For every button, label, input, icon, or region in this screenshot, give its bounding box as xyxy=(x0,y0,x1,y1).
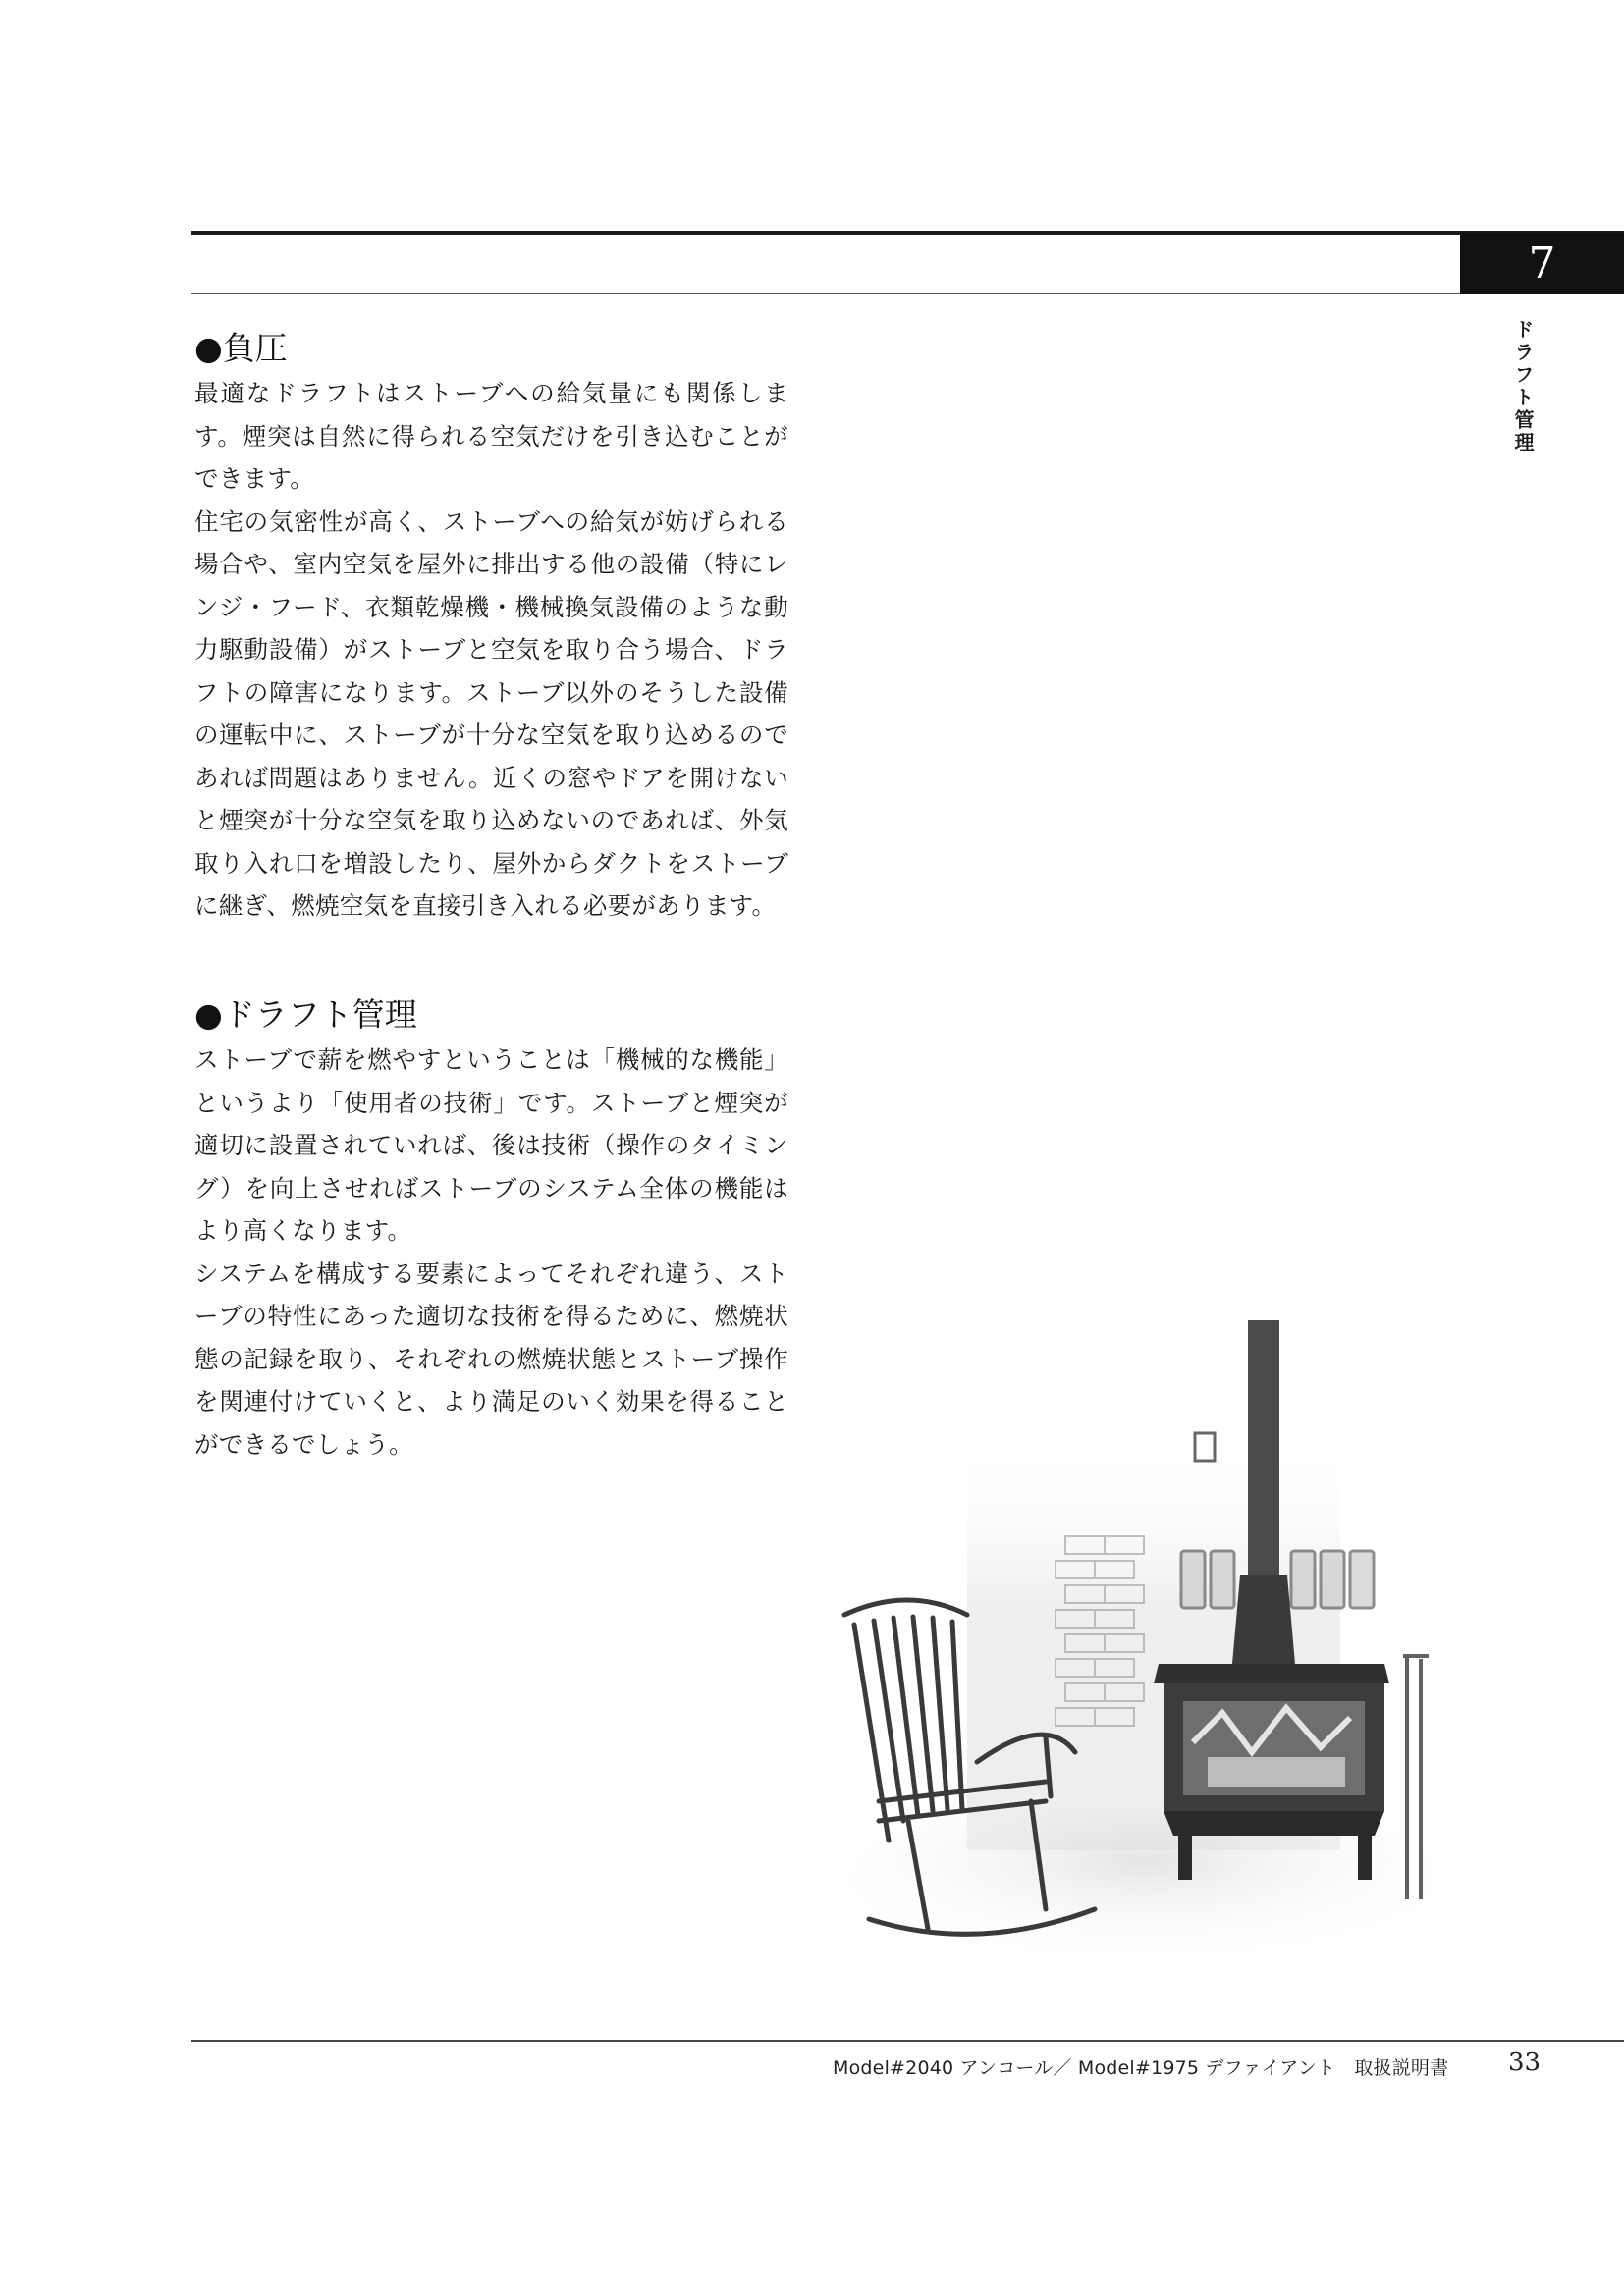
section-paragraph: システムを構成する要素によってそれぞれ違う、ストーブの特性にあった適切な技術を得るために、燃焼状態の記録を取り、それぞれの燃焼状態とストーブ操作を関連付けていくと、より満足のいく効果を得ることができるでしょう。 xyxy=(194,1258,788,1459)
section-heading: ●ドラフト管理 xyxy=(194,995,417,1034)
chapter-number-tab xyxy=(1460,233,1624,294)
page-number: 33 xyxy=(1508,2048,1542,2077)
wood-stove-chair-illustration xyxy=(820,1291,1434,1968)
footer-manual-title: Model#2040 アンコール／ Model#1975 デファイアント 取扱説明書 xyxy=(833,2057,1449,2079)
header-bottom-rule xyxy=(191,293,1624,294)
header-top-rule xyxy=(191,231,1624,235)
section-negative-pressure xyxy=(194,327,788,928)
chapter-number: 7 xyxy=(1528,238,1556,289)
section-paragraph: 住宅の気密性が高く、ストーブへの給気が妨げられる場合や、室内空気を屋外に排出する他の設備（特にレンジ・フード、衣類乾燥機・機械換気設備のような動力駆動設備）がストーブと空気を取り合う場合、ドラフトの障害になります。ストーブ以外のそうした設備の運転中に、ストーブが十分な空気を取り込めるのであれば問題はありません。近くの窓やドアを開けないと煙突が十分な空気を取り込めないのであれば、外気取り入れ口を増設したり、屋外からダクトをストーブに継ぎ、燃焼空気を直接引き入れる必要があります。 xyxy=(194,507,788,920)
chapter-title-vertical: ドラフト管理 xyxy=(1511,319,1535,454)
footer-rule xyxy=(191,2040,1624,2042)
section-draft-management xyxy=(194,993,788,1466)
section-paragraph: ストーブで薪を燃やすということは「機械的な機能」というより「使用者の技術」です。ストーブと煙突が適切に設置されていれば、後は技術（操作のタイミング）を向上させればストーブのシステム全体の機能はより高くなります。 xyxy=(194,1045,788,1245)
section-heading: ●負圧 xyxy=(194,329,288,367)
section-paragraph: 最適なドラフトはストーブへの給気量にも関係します。煙突は自然に得られる空気だけを引き込むことができます。 xyxy=(194,379,788,493)
